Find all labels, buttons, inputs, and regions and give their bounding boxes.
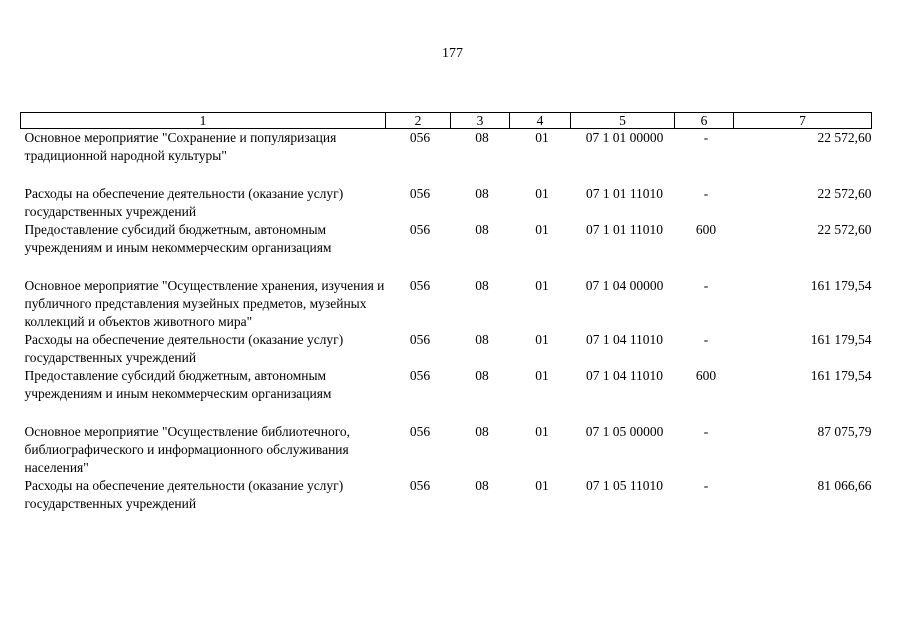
row-code-5: 07 1 04 00000 [585, 278, 664, 293]
row-code-4: 01 [535, 424, 549, 439]
row-amount: 81 066,66 [817, 478, 872, 493]
row-code-2: 056 [409, 424, 431, 439]
page-number: 177 [442, 46, 463, 61]
row-code-4: 01 [535, 130, 549, 145]
row-code-2: 056 [409, 332, 431, 347]
row-code-3: 08 [475, 130, 489, 145]
row-code-2: 056 [409, 186, 431, 201]
row-amount: 161 179,54 [810, 332, 872, 347]
row-name: Предоставление субсидий бюджетным, автономным учреждениям и иным некоммерческим организациям [24, 368, 332, 401]
header-row [21, 113, 872, 129]
table-row [21, 277, 872, 331]
row-code-6: - [703, 130, 709, 145]
table-row [21, 477, 872, 513]
table-row [21, 331, 872, 367]
row-code-4: 01 [535, 186, 549, 201]
row-name: Основное мероприятие "Осуществление хранения, изучения и публичного представления музейных предметов, музейных коллекций и объектов животного мира" [24, 278, 385, 329]
row-spacer-cell [21, 165, 872, 185]
row-code-5: 07 1 04 11010 [585, 368, 664, 383]
row-code-2: 056 [409, 130, 431, 145]
row-code-5: 07 1 05 00000 [585, 424, 664, 439]
row-code-6: - [703, 186, 709, 201]
row-code-3: 08 [475, 368, 489, 383]
table-body [21, 129, 872, 514]
row-code-6: - [703, 478, 709, 493]
row-code-4: 01 [535, 278, 549, 293]
table-row [21, 221, 872, 257]
budget-table [20, 112, 872, 513]
column-header-1: 1 [21, 113, 386, 129]
row-name: Предоставление субсидий бюджетным, автономным учреждениям и иным некоммерческим организациям [24, 222, 332, 255]
row-amount: 161 179,54 [810, 278, 872, 293]
row-spacer [21, 165, 872, 185]
row-code-5: 07 1 01 11010 [585, 186, 664, 201]
row-amount: 22 572,60 [817, 222, 872, 237]
row-code-5: 07 1 01 00000 [585, 130, 664, 145]
column-header-4: 4 [510, 113, 571, 129]
row-code-5: 07 1 05 11010 [585, 478, 664, 493]
row-code-6: 600 [695, 368, 717, 383]
row-amount: 22 572,60 [817, 186, 872, 201]
column-header-5: 5 [571, 113, 675, 129]
row-spacer [21, 257, 872, 277]
row-spacer-cell [21, 257, 872, 277]
row-name: Расходы на обеспечение деятельности (оказание услуг) государственных учреждений [24, 332, 344, 365]
row-name: Расходы на обеспечение деятельности (оказание услуг) государственных учреждений [24, 186, 344, 219]
row-code-3: 08 [475, 332, 489, 347]
row-code-6: 600 [695, 222, 717, 237]
row-name: Основное мероприятие "Сохранение и популяризация традиционной народной культуры" [24, 130, 337, 163]
row-code-3: 08 [475, 278, 489, 293]
row-code-3: 08 [475, 222, 489, 237]
row-name: Основное мероприятие "Осуществление библиотечного, библиографического и информационного обслуживания населения" [24, 424, 351, 475]
row-code-3: 08 [475, 424, 489, 439]
row-code-6: - [703, 332, 709, 347]
row-name: Расходы на обеспечение деятельности (оказание услуг) государственных учреждений [24, 478, 344, 511]
row-spacer-cell [21, 403, 872, 423]
row-amount: 22 572,60 [817, 130, 872, 145]
row-code-4: 01 [535, 368, 549, 383]
column-header-2: 2 [386, 113, 451, 129]
row-code-2: 056 [409, 368, 431, 383]
row-code-3: 08 [475, 478, 489, 493]
table-row [21, 367, 872, 403]
row-code-2: 056 [409, 222, 431, 237]
table-row [21, 129, 872, 166]
row-amount: 161 179,54 [810, 368, 872, 383]
row-code-2: 056 [409, 278, 431, 293]
row-code-5: 07 1 04 11010 [585, 332, 664, 347]
column-header-6: 6 [675, 113, 734, 129]
column-header-3: 3 [451, 113, 510, 129]
row-code-6: - [703, 424, 709, 439]
table-row [21, 423, 872, 477]
row-code-3: 08 [475, 186, 489, 201]
row-amount: 87 075,79 [817, 424, 872, 439]
table-row [21, 185, 872, 221]
row-code-2: 056 [409, 478, 431, 493]
row-code-5: 07 1 01 11010 [585, 222, 664, 237]
row-code-4: 01 [535, 332, 549, 347]
row-code-4: 01 [535, 478, 549, 493]
row-code-4: 01 [535, 222, 549, 237]
row-code-6: - [703, 278, 709, 293]
column-header-7: 7 [734, 113, 872, 129]
row-spacer [21, 403, 872, 423]
